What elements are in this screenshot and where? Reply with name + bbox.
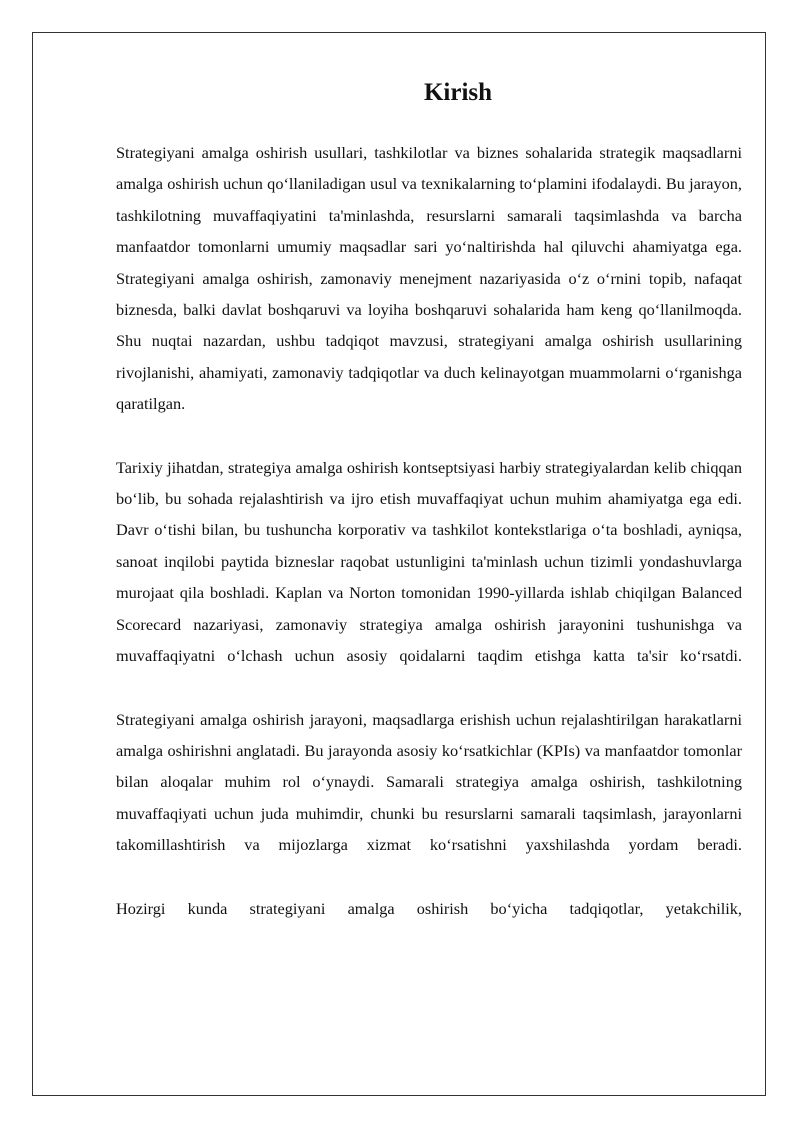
paragraph-1: Strategiyani amalga oshirish usullari, tashkilotlar va biznes sohalarida strategik maqsadlarni amalga oshirish uchun qo‘llaniladigan usul va texnikalarning to‘plamini ifodalaydi. Bu jarayon, tashkilotning muvaffaqiyatini ta'minlashda, resurslarni samarali taqsimlashda va barcha manfaatdor tomonlarni umumiy maqsadlar sari yo‘naltirishda hal qiluvchi ahamiyatga ega. Strategiyani amalga oshirish, zamonaviy menejment nazariyasida o‘z o‘rnini topib, nafaqat biznesda, balki davlat boshqaruvi va loyiha boshqaruvi sohalarida ham keng qo‘llanilmoqda. Shu nuqtai nazardan, ushbu tadqiqot mavzusi, strategiyani amalga oshirish usullarining rivojlanishi, ahamiyati, zamonaviy tadqiqotlar va duch kelinayotgan muammolarni o‘rganishga qaratilgan. — [116, 143, 742, 414]
paragraph-2: Tarixiy jihatdan, strategiya amalga oshirish kontseptsiyasi harbiy strategiyalardan kelib chiqqan bo‘lib, bu sohada rejalashtirish va ijro etish muvaffaqiyat uchun muhim ahamiyatga ega edi. Davr o‘tishi bilan, bu tushuncha korporativ va tashkilot kontekstlariga o‘ta boshladi, ayniqsa, sanoat inqilobi paytida bizneslar raqobat ustunligini ta'minlash uchun tizimli yondashuvlarga murojaat qila boshladi. Kaplan va Norton tomonidan 1990-yillarda ishlab chiqilgan Balanced Scorecard nazariyasi, zamonaviy strategiya amalga oshirish jarayonini tushunishga va muvaffaqiyatni o‘lchash uchun asosiy qoidalarni taqdim etishga katta ta'sir ko‘rsatdi. — [116, 457, 742, 666]
paragraph-3: Strategiyani amalga oshirish jarayoni, maqsadlarga erishish uchun rejalashtirilgan harakatlarni amalga oshirishni anglatadi. Bu jarayonda asosiy ko‘rsatkichlar (KPIs) va manfaatdor tomonlar bilan aloqalar muhim rol o‘ynaydi. Samarali strategiya amalga oshirish, tashkilotning muvaffaqiyati uchun juda muhimdir, chunki bu resurslarni samarali taqsimlash, jarayonlarni takomillashtirish va mijozlarga xizmat ko‘rsatishni yaxshilashda yordam beradi. — [116, 709, 742, 855]
page-frame — [32, 32, 766, 1096]
document-body — [116, 75, 742, 956]
document-title: Kirish — [423, 79, 493, 106]
paragraph-4: Hozirgi kunda strategiyani amalga oshirish bo‘yicha tadqiqotlar, yetakchilik, — [116, 898, 742, 918]
